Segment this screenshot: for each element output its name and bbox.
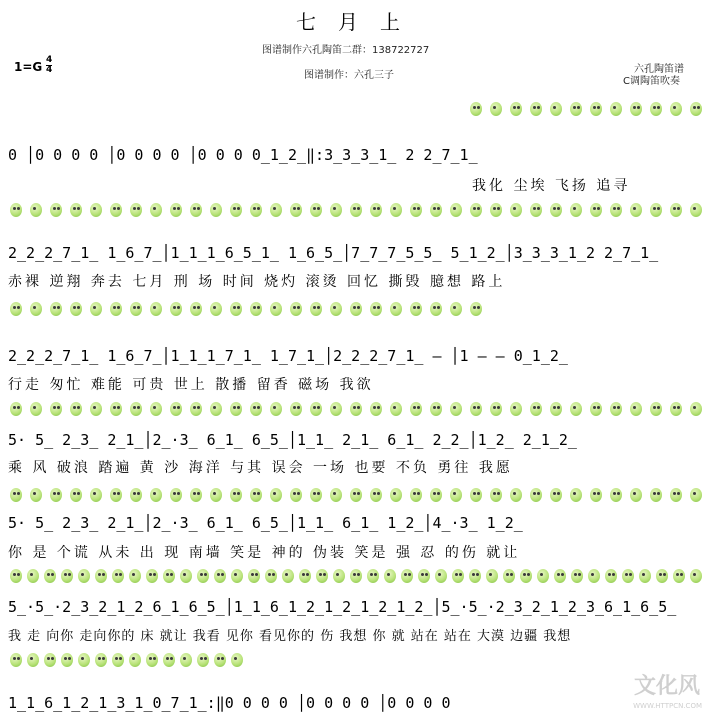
- finger-hole-icon: [430, 302, 442, 316]
- finger-hole-icon: [270, 488, 282, 502]
- finger-hole-icon: [210, 402, 222, 416]
- finger-hole-icon: [316, 569, 328, 583]
- right-note-1: 六孔陶笛谱: [634, 64, 684, 75]
- finger-hole-icon: [150, 402, 162, 416]
- finger-hole-icon: [370, 488, 382, 502]
- finger-hole-icon: [350, 402, 362, 416]
- finger-hole-icon: [350, 569, 362, 583]
- finger-hole-icon: [170, 402, 182, 416]
- finger-hole-icon: [230, 203, 242, 217]
- notation-row-6: 5̲·5̲·2̲3̲2̲1̲2̲6̲1̲6̲5̲│1̲1̲6̲1̲2̲1̲2̲1̲2̲1̲2̲│5̲·5̲·2̲3̲2̲1̲2̲3̲6̲1̲6̲5̲: [8, 598, 677, 616]
- finger-hole-icon: [537, 569, 549, 583]
- finger-hole-icon: [150, 488, 162, 502]
- finger-hole-icon: [550, 402, 562, 416]
- finger-hole-icon: [590, 102, 602, 116]
- finger-hole-icon: [450, 402, 462, 416]
- finger-hole-icon: [450, 488, 462, 502]
- finger-hole-icon: [180, 569, 192, 583]
- time-signature: [46, 56, 52, 75]
- finger-hole-icon: [310, 402, 322, 416]
- finger-hole-icon: [70, 302, 82, 316]
- finger-hole-icon: [150, 302, 162, 316]
- finger-hole-icon: [384, 569, 396, 583]
- finger-hole-icon: [129, 653, 141, 667]
- finger-hole-icon: [630, 402, 642, 416]
- finger-hole-icon: [290, 488, 302, 502]
- finger-hole-icon: [401, 569, 413, 583]
- finger-hole-icon: [330, 488, 342, 502]
- finger-hole-icon: [30, 488, 42, 502]
- finger-hole-icon: [690, 488, 702, 502]
- finger-hole-icon: [605, 569, 617, 583]
- finger-hole-icon: [510, 203, 522, 217]
- finger-hole-icon: [61, 653, 73, 667]
- notation-row-3: 2̲2̲2̲7̲1̲ 1̲6̲7̲│1̲1̲1̲7̲1̲ 1̲7̲1̲│2̲2̲2̲7̲1̲ — │1 — — 0̲1̲2̲: [8, 347, 568, 365]
- finger-hole-icon: [250, 302, 262, 316]
- notation-row-7: 1̲1̲6̲1̲2̲1̲3̲1̲0̲7̲1̲:‖0 0 0 0 │0 0 0 0 │0 0 0 0: [8, 694, 451, 712]
- finger-hole-icon: [310, 302, 322, 316]
- finger-hole-icon: [90, 488, 102, 502]
- finger-hole-icon: [27, 653, 39, 667]
- finger-hole-icon: [520, 569, 532, 583]
- finger-hole-icon: [270, 302, 282, 316]
- notation-row-4: 5· 5̲ 2̲3̲ 2̲1̲│2̲·3̲ 6̲1̲ 6̲5̲│1̲1̲ 2̲1̲ 6̲1̲ 2̲2̲│1̲2̲ 2̲1̲2̲: [8, 431, 577, 449]
- finger-hole-icon: [50, 203, 62, 217]
- finger-hole-icon: [270, 402, 282, 416]
- finger-hole-icon: [250, 203, 262, 217]
- finger-hole-icon: [290, 302, 302, 316]
- finger-hole-icon: [410, 302, 422, 316]
- finger-hole-icon: [350, 488, 362, 502]
- finger-hole-icon: [639, 569, 651, 583]
- finger-hole-icon: [570, 102, 582, 116]
- finger-hole-icon: [250, 488, 262, 502]
- finger-hole-icon: [630, 488, 642, 502]
- maker-line: 图谱制作：六孔三子: [304, 70, 394, 81]
- credit-line: 图谱制作六孔陶笛二群：138722727: [262, 45, 430, 56]
- finger-hole-icon: [670, 203, 682, 217]
- finger-hole-icon: [350, 302, 362, 316]
- finger-hole-icon: [503, 569, 515, 583]
- time-bottom: 4: [46, 65, 53, 75]
- finger-hole-icon: [10, 653, 22, 667]
- finger-hole-icon: [146, 653, 158, 667]
- finger-hole-icon: [299, 569, 311, 583]
- finger-hole-icon: [571, 569, 583, 583]
- finger-hole-icon: [231, 569, 243, 583]
- finger-hole-icon: [570, 402, 582, 416]
- finger-hole-icon: [673, 569, 685, 583]
- finger-hole-icon: [112, 569, 124, 583]
- finger-hole-icon: [490, 102, 502, 116]
- finger-hole-icon: [550, 488, 562, 502]
- finger-hole-icon: [90, 203, 102, 217]
- finger-hole-icon: [670, 488, 682, 502]
- finger-hole-icon: [110, 488, 122, 502]
- finger-hole-icon: [554, 569, 566, 583]
- notation-row-2: 2̲2̲2̲7̲1̲ 1̲6̲7̲│1̲1̲1̲6̲5̲1̲ 1̲6̲5̲│7̲7̲7̲5̲5̲ 5̲1̲2̲│3̲3̲3̲1̲2 2̲7̲1̲: [8, 244, 659, 262]
- finger-hole-icon: [30, 302, 42, 316]
- finger-hole-icon: [370, 302, 382, 316]
- finger-hole-icon: [282, 569, 294, 583]
- finger-hole-icon: [430, 402, 442, 416]
- finger-hole-icon: [430, 488, 442, 502]
- watermark-url: WWW.HTTPCN.COM: [633, 702, 702, 710]
- finger-hole-icon: [630, 102, 642, 116]
- finger-hole-icon: [230, 402, 242, 416]
- finger-hole-icon: [656, 569, 668, 583]
- finger-hole-icon: [469, 569, 481, 583]
- finger-hole-icon: [452, 569, 464, 583]
- finger-hole-icon: [510, 402, 522, 416]
- finger-hole-icon: [310, 488, 322, 502]
- finger-hole-icon: [163, 653, 175, 667]
- finger-hole-icon: [10, 402, 22, 416]
- finger-hole-icon: [418, 569, 430, 583]
- finger-hole-icon: [50, 488, 62, 502]
- finger-hole-icon: [530, 203, 542, 217]
- finger-hole-icon: [110, 302, 122, 316]
- finger-hole-icon: [230, 488, 242, 502]
- finger-hole-icon: [330, 302, 342, 316]
- finger-hole-icon: [190, 488, 202, 502]
- finger-hole-icon: [50, 402, 62, 416]
- finger-hole-icon: [690, 203, 702, 217]
- finger-hole-icon: [210, 488, 222, 502]
- finger-hole-icon: [214, 653, 226, 667]
- finger-hole-icon: [130, 203, 142, 217]
- finger-hole-icon: [486, 569, 498, 583]
- lyrics-row-1: 我化 尘埃 飞扬 追寻: [472, 178, 631, 194]
- finger-hole-icon: [170, 488, 182, 502]
- notation-row-5: 5· 5̲ 2̲3̲ 2̲1̲│2̲·3̲ 6̲1̲ 6̲5̲│1̲1̲ 6̲1̲ 1̲2̲│4̲·3̲ 1̲2̲: [8, 514, 523, 532]
- finger-hole-icon: [670, 102, 682, 116]
- finger-hole-icon: [470, 102, 482, 116]
- finger-hole-icon: [590, 488, 602, 502]
- finger-hole-icon: [265, 569, 277, 583]
- finger-hole-icon: [650, 402, 662, 416]
- finger-hole-icon: [630, 203, 642, 217]
- finger-hole-icon: [590, 203, 602, 217]
- finger-hole-icon: [290, 203, 302, 217]
- song-title: 七月上: [296, 10, 422, 34]
- notation-row-1: 0 │0 0 0 0 │0 0 0 0 │0 0 0 0̲1̲2̲‖:3̲3̲3̲1̲ 2 2̲7̲1̲: [8, 146, 478, 164]
- finger-hole-icon: [197, 653, 209, 667]
- finger-hole-icon: [550, 102, 562, 116]
- finger-hole-icon: [410, 402, 422, 416]
- finger-hole-icon: [570, 203, 582, 217]
- lyrics-row-6: 我 走 向你 走向你的 床 就让 我看 见你 看见你的 伤 我想 你 就 站在 站在 大漠 边疆 我想: [8, 629, 572, 644]
- finger-hole-icon: [146, 569, 158, 583]
- finger-hole-icon: [190, 302, 202, 316]
- finger-hole-icon: [530, 102, 542, 116]
- finger-hole-icon: [290, 402, 302, 416]
- finger-hole-icon: [150, 203, 162, 217]
- key-signature: 1=G: [14, 60, 43, 74]
- finger-hole-icon: [390, 402, 402, 416]
- finger-hole-icon: [90, 302, 102, 316]
- finger-hole-icon: [61, 569, 73, 583]
- finger-hole-icon: [231, 653, 243, 667]
- finger-hole-icon: [10, 488, 22, 502]
- finger-hole-icon: [129, 569, 141, 583]
- finger-hole-icon: [30, 203, 42, 217]
- finger-hole-icon: [248, 569, 260, 583]
- finger-hole-icon: [190, 203, 202, 217]
- finger-hole-icon: [130, 302, 142, 316]
- finger-hole-icon: [435, 569, 447, 583]
- finger-hole-icon: [490, 203, 502, 217]
- finger-hole-icon: [163, 569, 175, 583]
- finger-hole-icon: [610, 488, 622, 502]
- finger-hole-icon: [690, 402, 702, 416]
- finger-hole-icon: [95, 569, 107, 583]
- finger-hole-icon: [610, 203, 622, 217]
- finger-hole-icon: [490, 488, 502, 502]
- finger-hole-icon: [470, 488, 482, 502]
- finger-hole-icon: [44, 653, 56, 667]
- finger-hole-icon: [210, 203, 222, 217]
- finger-hole-icon: [330, 203, 342, 217]
- finger-hole-icon: [470, 402, 482, 416]
- finger-hole-icon: [610, 102, 622, 116]
- finger-hole-icon: [510, 488, 522, 502]
- finger-hole-icon: [370, 203, 382, 217]
- finger-hole-icon: [490, 402, 502, 416]
- finger-hole-icon: [650, 102, 662, 116]
- finger-hole-icon: [410, 488, 422, 502]
- finger-hole-icon: [190, 402, 202, 416]
- finger-hole-icon: [330, 402, 342, 416]
- finger-hole-icon: [110, 402, 122, 416]
- finger-hole-icon: [95, 653, 107, 667]
- lyrics-row-2: 赤裸 逆翔 奔去 七月 刑 场 时间 烧灼 滚烫 回忆 撕毁 臆想 路上: [8, 274, 506, 290]
- finger-hole-icon: [197, 569, 209, 583]
- finger-hole-icon: [450, 302, 462, 316]
- finger-hole-icon: [470, 302, 482, 316]
- finger-hole-icon: [550, 203, 562, 217]
- finger-hole-icon: [170, 302, 182, 316]
- finger-hole-icon: [90, 402, 102, 416]
- finger-hole-icon: [70, 488, 82, 502]
- lyrics-row-4: 乘 风 破浪 踏遍 黄 沙 海洋 与其 误会 一场 也要 不负 勇往 我愿: [8, 460, 513, 476]
- finger-hole-icon: [450, 203, 462, 217]
- finger-hole-icon: [78, 653, 90, 667]
- finger-hole-icon: [610, 402, 622, 416]
- finger-hole-icon: [690, 569, 702, 583]
- finger-hole-icon: [410, 203, 422, 217]
- finger-hole-icon: [270, 203, 282, 217]
- finger-hole-icon: [370, 402, 382, 416]
- finger-hole-icon: [367, 569, 379, 583]
- finger-hole-icon: [390, 203, 402, 217]
- finger-hole-icon: [530, 402, 542, 416]
- finger-hole-icon: [622, 569, 634, 583]
- finger-hole-icon: [390, 488, 402, 502]
- finger-hole-icon: [570, 488, 582, 502]
- watermark-logo: 文化风: [633, 673, 700, 699]
- finger-hole-icon: [650, 203, 662, 217]
- finger-hole-icon: [470, 203, 482, 217]
- finger-hole-icon: [210, 302, 222, 316]
- lyrics-row-5: 你 是 个谎 从未 出 现 南墙 笑是 神的 伪装 笑是 强 忍 的伤 就让: [8, 545, 521, 561]
- finger-hole-icon: [112, 653, 124, 667]
- finger-hole-icon: [333, 569, 345, 583]
- finger-hole-icon: [70, 402, 82, 416]
- finger-hole-icon: [170, 203, 182, 217]
- finger-hole-icon: [230, 302, 242, 316]
- finger-hole-icon: [310, 203, 322, 217]
- finger-hole-icon: [78, 569, 90, 583]
- finger-hole-icon: [50, 302, 62, 316]
- finger-hole-icon: [510, 102, 522, 116]
- finger-hole-icon: [530, 488, 542, 502]
- finger-hole-icon: [690, 102, 702, 116]
- finger-hole-icon: [650, 488, 662, 502]
- time-top: 4: [46, 55, 53, 65]
- finger-hole-icon: [350, 203, 362, 217]
- finger-hole-icon: [390, 302, 402, 316]
- finger-hole-icon: [30, 402, 42, 416]
- finger-hole-icon: [588, 569, 600, 583]
- finger-hole-icon: [10, 569, 22, 583]
- finger-hole-icon: [130, 402, 142, 416]
- finger-hole-icon: [27, 569, 39, 583]
- finger-hole-icon: [44, 569, 56, 583]
- finger-hole-icon: [214, 569, 226, 583]
- lyrics-row-3: 行走 匆忙 难能 可贵 世上 散播 留香 磁场 我欲: [8, 377, 374, 393]
- finger-hole-icon: [430, 203, 442, 217]
- finger-hole-icon: [670, 402, 682, 416]
- finger-hole-icon: [10, 302, 22, 316]
- finger-hole-icon: [70, 203, 82, 217]
- finger-hole-icon: [10, 203, 22, 217]
- finger-hole-icon: [250, 402, 262, 416]
- right-note-2: C调陶笛吹奏: [623, 76, 680, 87]
- finger-hole-icon: [590, 402, 602, 416]
- finger-hole-icon: [180, 653, 192, 667]
- finger-hole-icon: [110, 203, 122, 217]
- finger-hole-icon: [130, 488, 142, 502]
